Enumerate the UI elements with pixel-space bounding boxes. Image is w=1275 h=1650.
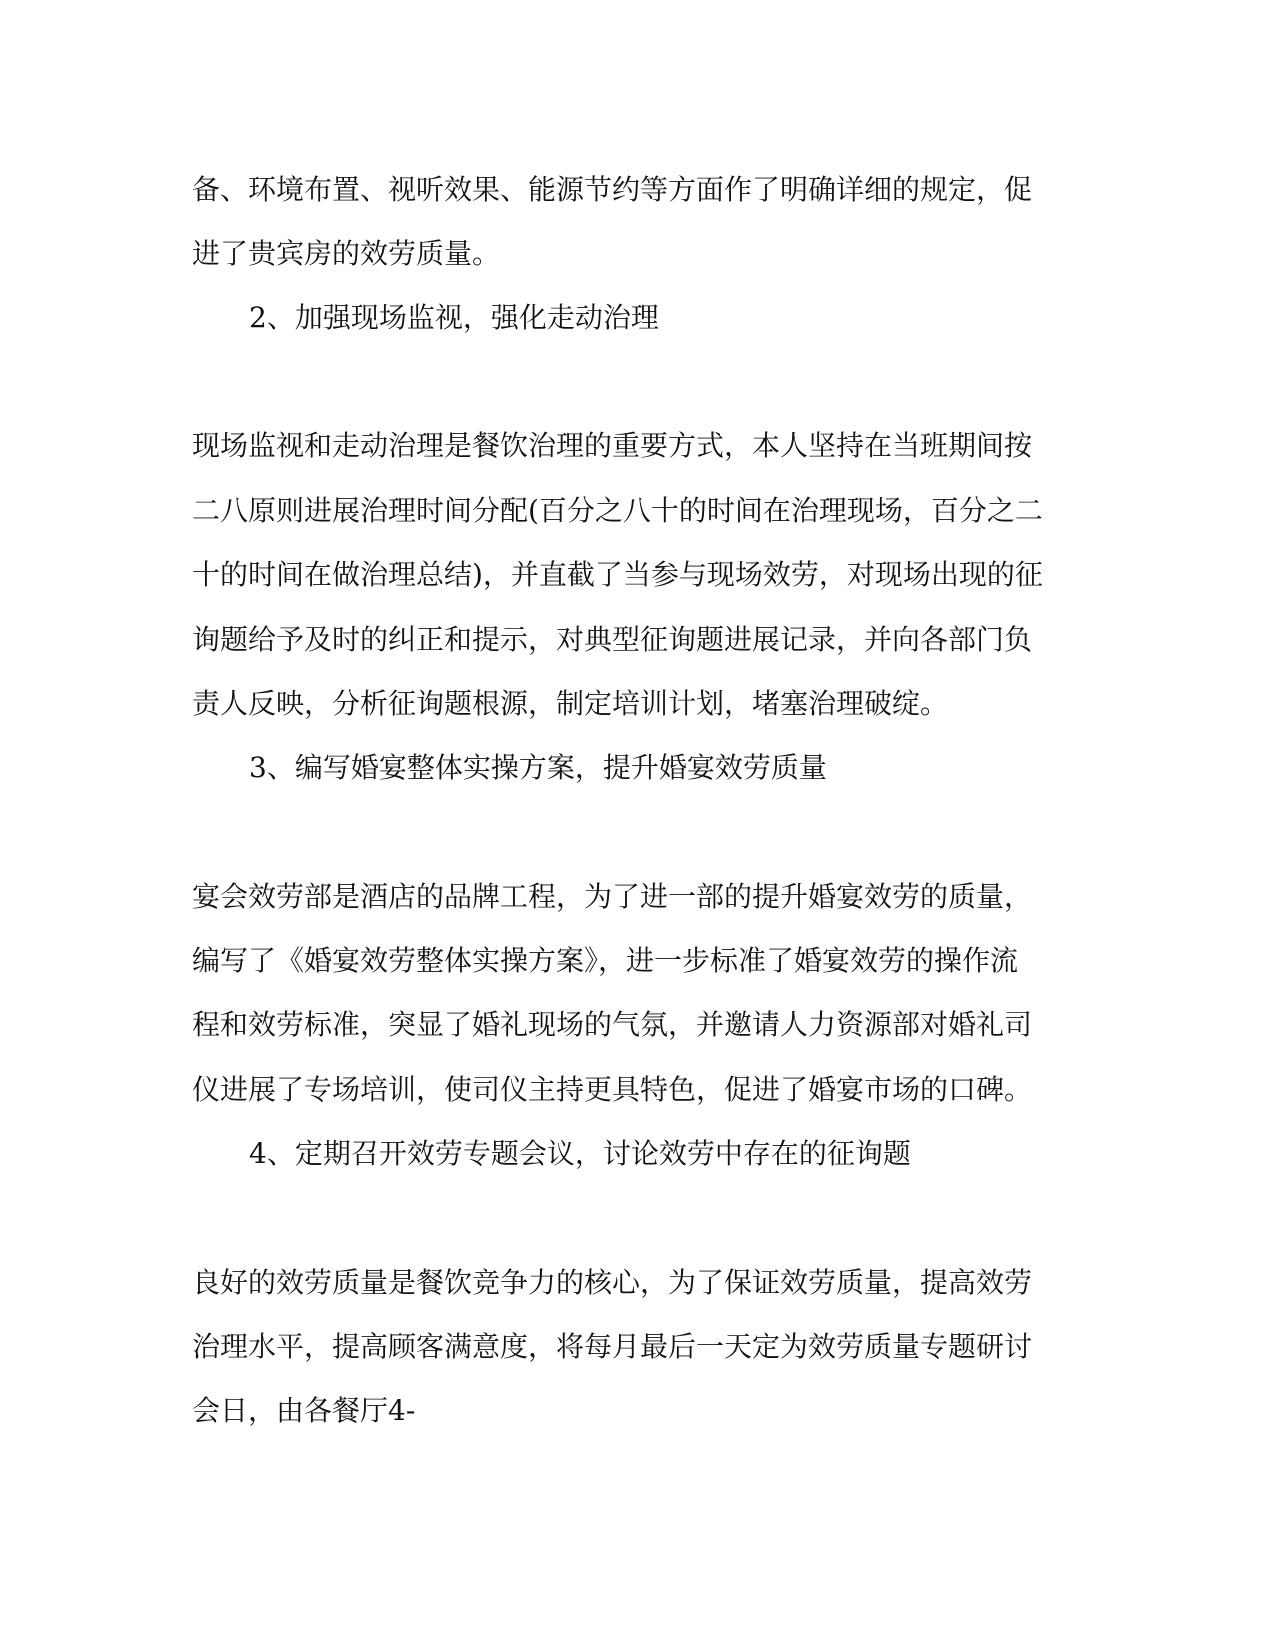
paragraph-line: 宴会效劳部是酒店的品牌工程，为了进一部的提升婚宴效劳的质量， xyxy=(192,880,1033,913)
paragraph-line: 程和效劳标准，突显了婚礼现场的气氛，并邀请人力资源部对婚礼司 xyxy=(192,1008,1033,1041)
paragraph-line: 询题给予及时的纠正和提示，对典型征询题进展记录，并向各部门负 xyxy=(192,623,1033,656)
section-heading: 4、定期召开效劳专题会议，讨论效劳中存在的征询题 xyxy=(249,1137,911,1170)
paragraph-line: 良好的效劳质量是餐饮竞争力的核心，为了保证效劳质量，提高效劳 xyxy=(192,1266,1033,1299)
paragraph-line: 仪进展了专场培训，使司仪主持更具特色，促进了婚宴市场的口碑。 xyxy=(192,1073,1033,1106)
section-heading: 2、加强现场监视，强化走动治理 xyxy=(249,301,659,334)
paragraph-line: 进了贵宾房的效劳质量。 xyxy=(192,237,501,270)
section-heading: 3、编写婚宴整体实操方案，提升婚宴效劳质量 xyxy=(249,751,827,784)
paragraph-line: 备、环境布置、视听效果、能源节约等方面作了明确详细的规定，促 xyxy=(192,173,1033,206)
paragraph-line: 责人反映，分析征询题根源，制定培训计划，堵塞治理破绽。 xyxy=(192,687,949,720)
paragraph-line: 会日，由各餐厅4- xyxy=(192,1394,416,1427)
paragraph-line: 十的时间在做治理总结)，并直截了当参与现场效劳，对现场出现的征 xyxy=(192,558,1043,591)
paragraph-line: 编写了《婚宴效劳整体实操方案》，进一步标准了婚宴效劳的操作流 xyxy=(192,944,1019,977)
paragraph-line: 现场监视和走动治理是餐饮治理的重要方式，本人坚持在当班期间按 xyxy=(192,429,1033,462)
paragraph-line: 二八原则进展治理时间分配(百分之八十的时间在治理现场，百分之二 xyxy=(192,494,1043,527)
paragraph-line: 治理水平，提高顾客满意度，将每月最后一天定为效劳质量专题研讨 xyxy=(192,1330,1033,1363)
